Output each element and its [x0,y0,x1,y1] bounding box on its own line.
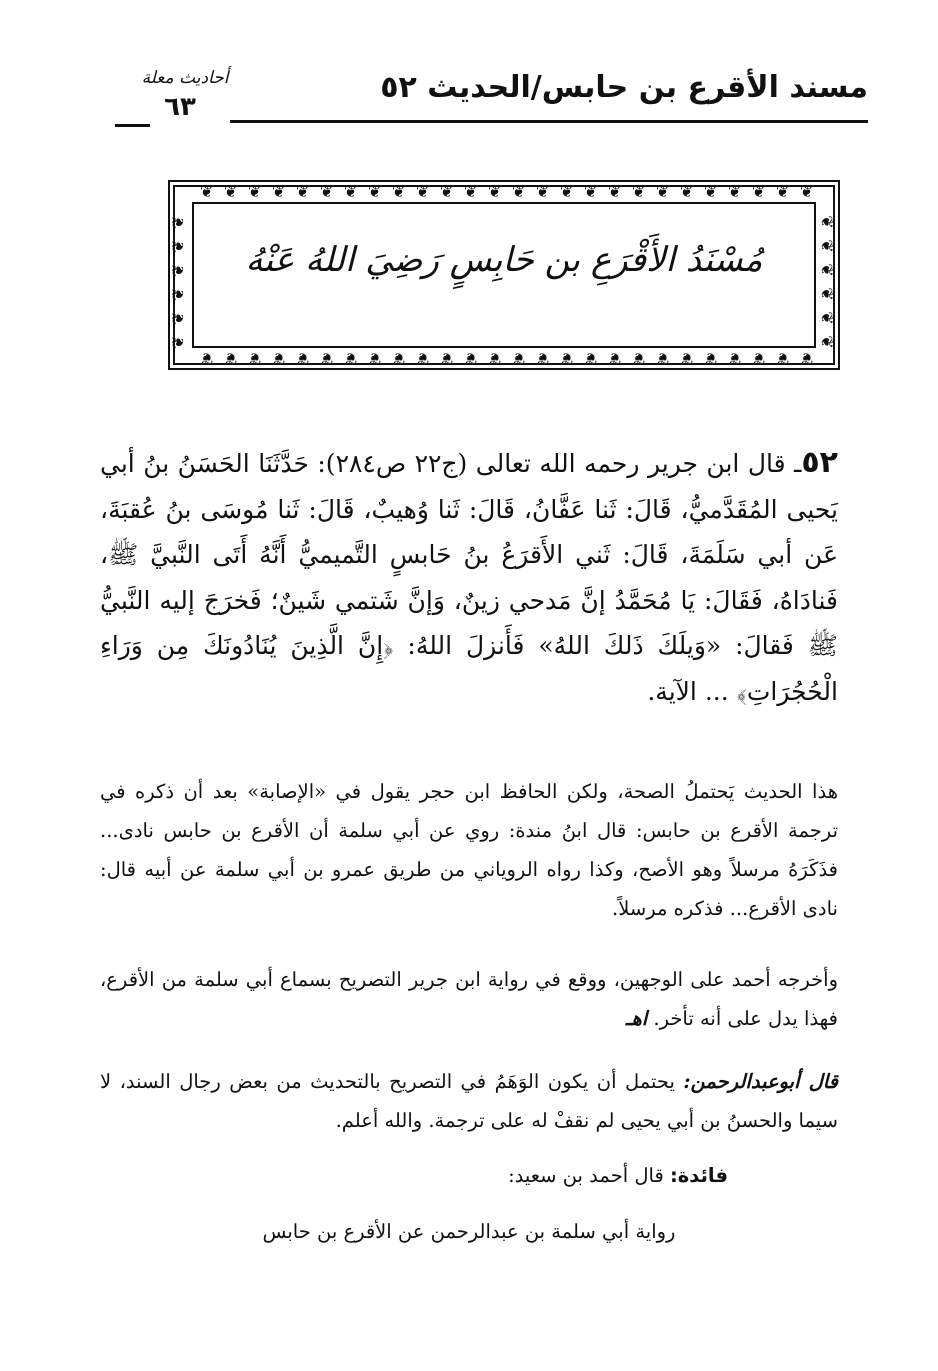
frame-ornament-glyph: ❦ [656,349,670,368]
frame-ornament-glyph: ❦ [817,263,837,277]
frame-ornament-glyph: ❦ [168,311,188,325]
frame-ornament-glyph: ❦ [584,182,598,201]
frame-ornament-glyph: ❦ [800,349,814,368]
frame-ornament-glyph: ❦ [168,335,188,349]
frame-ornament-glyph: ❦ [776,349,790,368]
frame-ornament-glyph: ❦ [320,182,334,201]
frame-ornament-glyph: ❦ [368,182,382,201]
frame-ornament-glyph: ❦ [752,349,766,368]
header-divider [230,120,868,123]
frame-ornament-glyph: ❦ [272,182,286,201]
frame-ornament-glyph: ❦ [416,182,430,201]
page-number: ٦٣ [164,92,196,122]
frame-ornament-glyph: ❦ [320,349,334,368]
frame-ornament-glyph: ❦ [608,182,622,201]
benefit-note [508,1164,728,1187]
frame-ornament-glyph: ❦ [344,182,358,201]
frame-ornament-glyph: ❦ [440,182,454,201]
frame-ornament-glyph: ❦ [584,349,598,368]
frame-ornament-glyph: ❦ [248,182,262,201]
page-number-divider [115,124,150,127]
frame-ornament-glyph: ❦ [368,349,382,368]
frame-ornament-glyph: ❦ [512,349,526,368]
frame-ornament-glyph: ❦ [656,182,670,201]
hadith-text: ـ قال ابن جرير رحمه الله تعالى (ج٢٢ ص٢٨٤): حَدَّثَنَا الحَسَنُ بنُ أبي يَحيى المُقَدَّميُّ، قَالَ: ثَنا عَفَّانُ، قَالَ: ثَنا وُهيبٌ، قَالَ: ثَنا مُوسَى بنُ عُقبَةَ، عَن أبي سَلَمَةَ، قَالَ: ثَني الأَقرَعُ بنُ حَابسٍ التَّميميُّ أَنَّهُ أَتَى النَّبيَّ ﷺ، فَنادَاهُ، فَقَالَ: يَا مُحَمَّدُ إنَّ مَدحي زينٌ، وَإنَّ شَتمي شَينٌ؛ فَخرَجَ إليه النَّبيُّ ﷺ فَقالَ: «وَيلَكَ ذَلكَ اللهُ» فَأَنزلَ اللهُ: ﴿إِنَّ الَّذِينَ يُنَادُونَكَ مِن وَرَاءِ الْحُجُرَاتِ﴾ ... الآية. [100,449,838,706]
author-label: قال أبوعبدالرحمن: [683,1070,838,1093]
frame-ornament-glyph: ❦ [776,182,790,201]
frame-ornament-glyph: ❦ [392,182,406,201]
quote-end-marker: اهـ [625,1007,648,1030]
frame-ornament-glyph: ❦ [200,182,214,201]
frame-ornament-glyph: ❦ [632,349,646,368]
frame-ornament-glyph: ❦ [392,349,406,368]
frame-ornament-glyph: ❦ [817,311,837,325]
frame-ornament-glyph: ❦ [168,263,188,277]
frame-ornament-glyph: ❦ [200,349,214,368]
frame-ornament-glyph: ❦ [224,182,238,201]
frame-ornament-glyph: ❦ [416,349,430,368]
frame-ornament-glyph: ❦ [488,349,502,368]
frame-ornament-glyph: ❦ [168,287,188,301]
frame-ornament-glyph: ❦ [560,182,574,201]
frame-ornament-glyph: ❦ [817,335,837,349]
hadith-number: ٥٢ [801,445,838,480]
frame-ornament-glyph: ❦ [168,239,188,253]
commentary-paragraph-2 [100,960,838,1038]
frame-ornament-glyph: ❦ [680,182,694,201]
hadith-paragraph [100,440,838,714]
frame-ornament-glyph: ❦ [296,349,310,368]
frame-ornament-glyph: ❦ [704,182,718,201]
frame-ornament-glyph: ❦ [680,349,694,368]
frame-ornament-glyph: ❦ [344,349,358,368]
frame-ornament-glyph: ❦ [536,349,550,368]
frame-ornament-glyph: ❦ [608,349,622,368]
benefit-label: فائدة: [670,1164,728,1187]
frame-ornament-glyph: ❦ [464,182,478,201]
commentary-paragraph-3-text: يحتمل أن يكون الوَهَمُ في التصريح بالتحديث من بعض رجال السند، لا سيما والحسنُ بن أبي يحيى لم نقفْ له على ترجمة. والله أعلم. [100,1070,838,1132]
frame-ornament-glyph: ❦ [632,182,646,201]
section-title: مُسْنَدُ الأَقْرَعِ بن حَابِسٍ رَضِيَ اللهُ عَنْهُ [245,240,763,280]
frame-ornament-glyph: ❦ [817,287,837,301]
frame-ornament-glyph: ❦ [704,349,718,368]
commentary-paragraph-2-text: وأخرجه أحمد على الوجهين، ووقع في رواية ابن جرير التصريح بسماع أبي سلمة من الأقرع، فهذا يدل على أنه تأخر. [100,968,838,1030]
frame-ornament-glyph: ❦ [728,349,742,368]
frame-ornament-glyph: ❦ [296,182,310,201]
frame-ornament-glyph: ❦ [168,215,188,229]
frame-ornament-glyph: ❦ [464,349,478,368]
frame-ornament-glyph: ❦ [817,239,837,253]
frame-ornament-glyph: ❦ [488,182,502,201]
frame-ornament-glyph: ❦ [248,349,262,368]
commentary-paragraph-3 [100,1062,838,1140]
narration-chain-heading: رواية أبي سلمة بن عبدالرحمن عن الأقرع بن حابس [262,1220,676,1243]
frame-ornament-glyph: ❦ [817,215,837,229]
benefit-text: قال أحمد بن سعيد: [508,1164,670,1187]
frame-ornament-glyph: ❦ [224,349,238,368]
frame-ornament-glyph: ❦ [752,182,766,201]
frame-ornament-glyph: ❦ [728,182,742,201]
frame-ornament-glyph: ❦ [536,182,550,201]
frame-ornament-glyph: ❦ [560,349,574,368]
commentary-paragraph-1: هذا الحديث يَحتملُ الصحة، ولكن الحافظ ابن حجر يقول في «الإصابة» بعد أن ذكره في ترجمة الأقرع بن حابس: قال ابنُ مندة: روي عن أبي سلمة أن الأقرع بن حابس نادى... فذَكَرَهُ مرسلاً وهو الأصح، وكذا رواه الروياني من طريق عمرو بن أبي سلمة عن أبيه قال: نادى الأقرع... فذكره مرسلاً. [100,780,838,920]
frame-ornament-glyph: ❦ [800,182,814,201]
frame-ornament-glyph: ❦ [272,349,286,368]
frame-ornament-glyph: ❦ [512,182,526,201]
running-head: أحاديث معلة [141,68,229,88]
frame-ornament-glyph: ❦ [440,349,454,368]
page-header-title: مسند الأقرع بن حابس/الحديث ٥٢ [380,70,868,105]
